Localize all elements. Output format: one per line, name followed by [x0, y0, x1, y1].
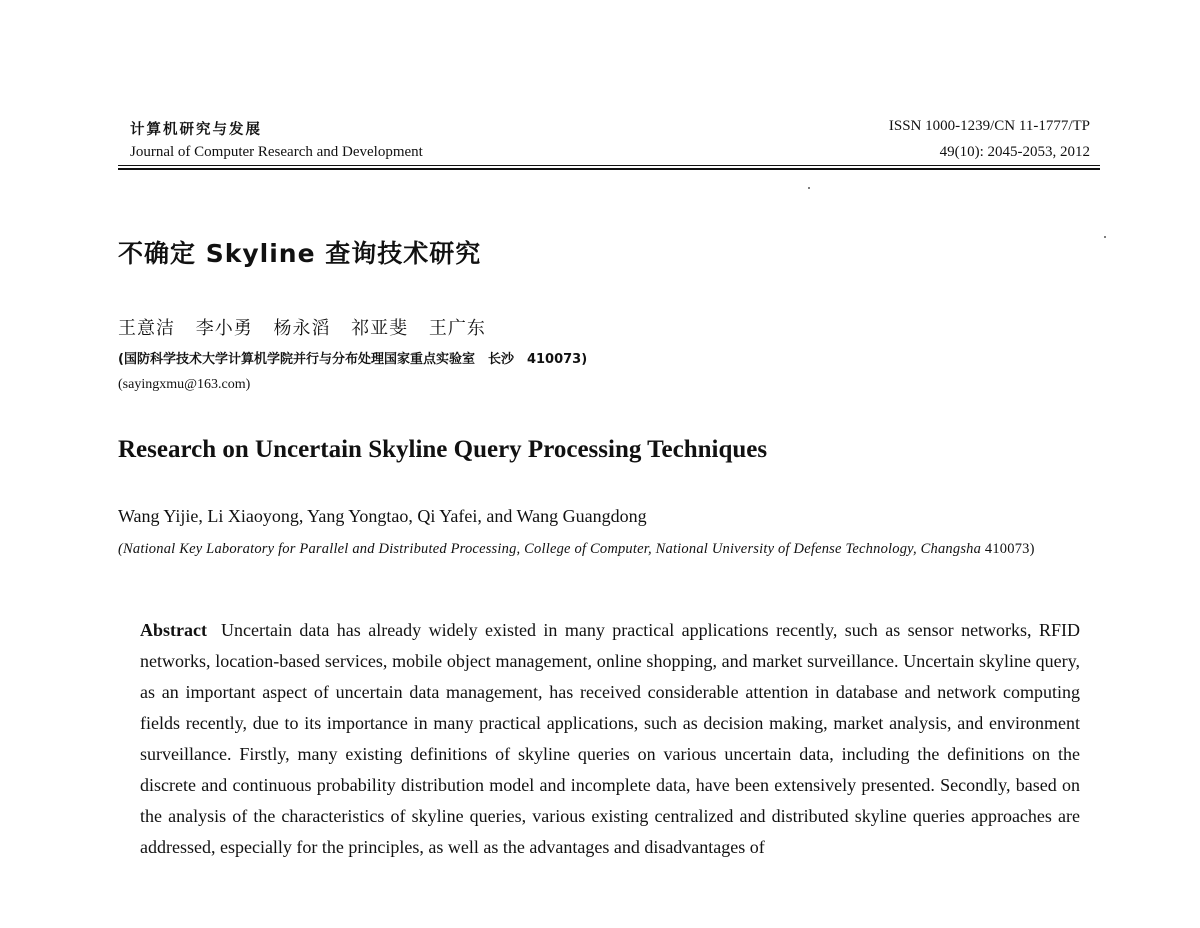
affiliation-en — [118, 536, 1108, 563]
scan-speck — [808, 187, 810, 189]
paper-title-cn: 不确定 Skyline 查询技术研究 — [118, 239, 482, 268]
journal-name-en: Journal of Computer Research and Development — [130, 144, 423, 160]
authors-en: Wang Yijie, Li Xiaoyong, Yang Yongtao, Qi Yafei, and Wang Guangdong — [118, 506, 647, 526]
abstract-label: Abstract — [140, 620, 207, 640]
header-rule-thin — [118, 165, 1100, 166]
author-email: (sayingxmu@163.com) — [118, 377, 251, 392]
authors-cn: 王意洁 李小勇 杨永滔 祁亚斐 王广东 — [118, 318, 486, 339]
affiliation-cn: (国防科学技术大学计算机学院并行与分布处理国家重点实验室 长沙 410073) — [118, 352, 588, 367]
abstract — [140, 615, 1080, 863]
scan-speck — [1104, 236, 1106, 238]
journal-name-cn: 计算机研究与发展 — [130, 122, 262, 138]
paper-title-en: Research on Uncertain Skyline Query Processing Techniques — [118, 436, 768, 463]
journal-issn: ISSN 1000-1239/CN 11-1777/TP — [888, 118, 1090, 134]
abstract-text: Uncertain data has already widely existed in many practical applications recently, such as sensor networks, RFID networks, location-based services, mobile object management, online shopping, and market surveillance. Uncertain skyline query, as an important aspect of uncertain data management, has received considerable attention in database and network computing fields recently, due to its importance in many practical applications, such as decision making, market analysis, and environment surveillance. Firstly, many existing definitions of skyline queries on various uncertain data, including the definitions on the discrete and continuous probability distribution model and incomplete data, have been extensively presented. Secondly, based on the analysis of the characteristics of skyline queries, various existing centralized and distributed skyline queries approaches are addressed, especially for the principles, as well as the advantages and disadvantages of — [140, 620, 1080, 857]
affiliation-en-postcode: 410073) — [984, 541, 1035, 557]
affiliation-en-institution: (National Key Laboratory for Parallel and Distributed Processing, College of Computer, National University of Defense Technology, Changsha — [118, 541, 982, 557]
header-rule-thick — [118, 168, 1100, 170]
journal-volume: 49(10): 2045-2053, 2012 — [939, 144, 1090, 160]
